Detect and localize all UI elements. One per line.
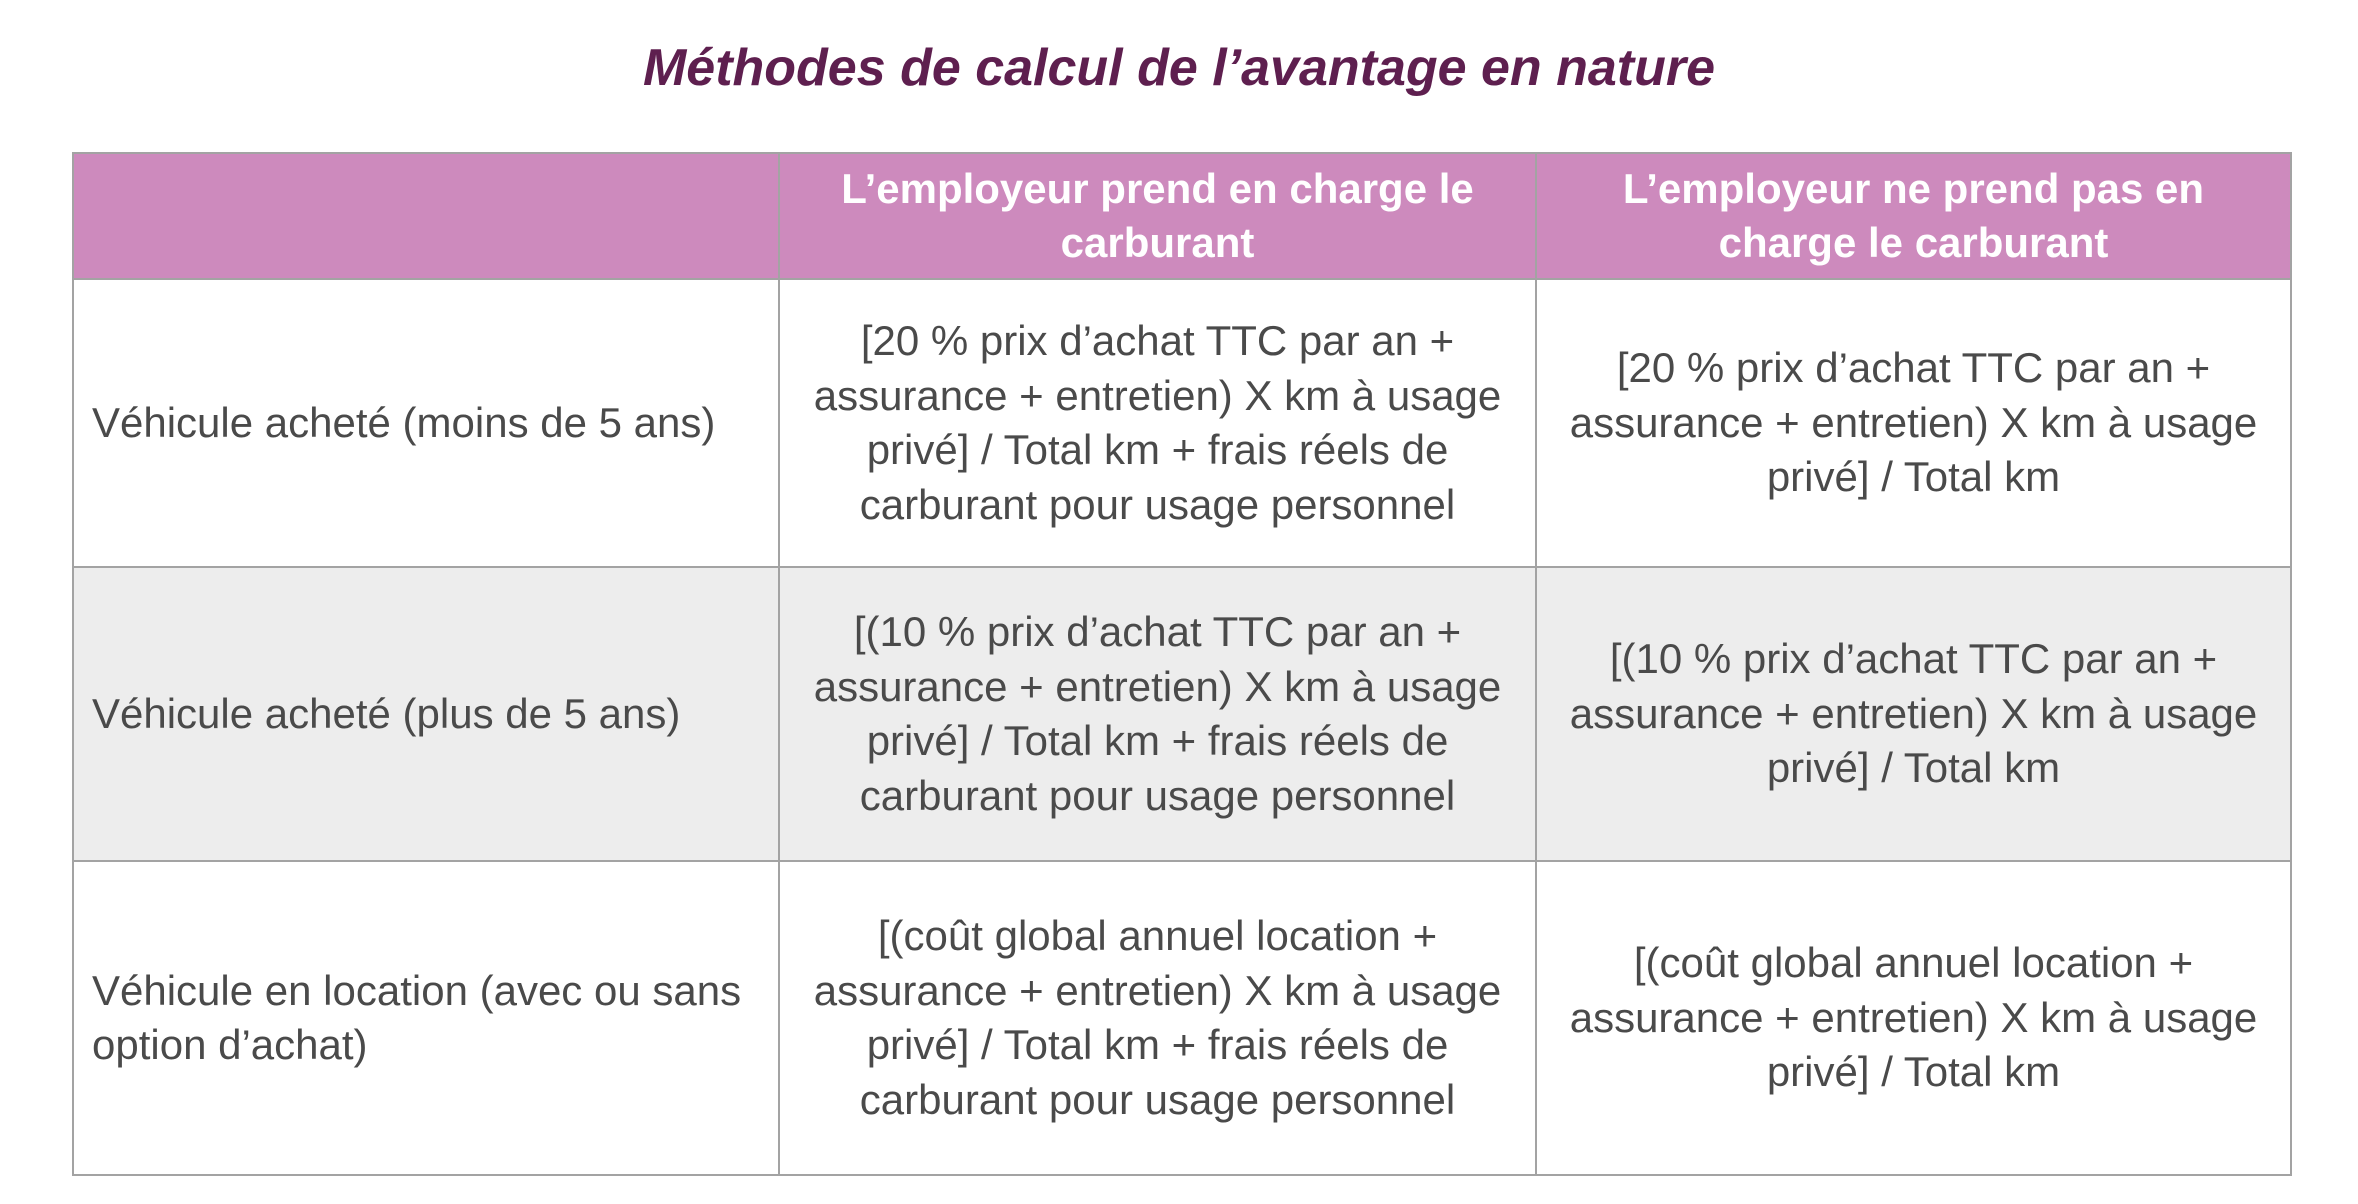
header-corner-cell: [73, 153, 779, 279]
page-title: Méthodes de calcul de l’avantage en nature: [642, 39, 1716, 97]
formula-fuel-not-paid: [(10 % prix d’achat TTC par an + assurance + entretien) X km à usage privé] / Total km: [1536, 567, 2291, 861]
formula-fuel-paid: [20 % prix d’achat TTC par an + assurance + entretien) X km à usage privé] / Total km + frais réels de carburant pour usage personnel: [779, 279, 1536, 567]
formula-fuel-not-paid: [20 % prix d’achat TTC par an + assurance + entretien) X km à usage privé] / Total km: [1536, 279, 2291, 567]
header-fuel-not-paid: L’employeur ne prend pas en charge le carburant: [1536, 153, 2291, 279]
table-row: [73, 567, 2291, 861]
row-label: Véhicule acheté (plus de 5 ans): [73, 567, 779, 861]
row-label: Véhicule acheté (moins de 5 ans): [73, 279, 779, 567]
table-row: [73, 861, 2291, 1175]
formula-fuel-paid: [(coût global annuel location + assurance + entretien) X km à usage privé] / Total km + frais réels de carburant pour usage personnel: [779, 861, 1536, 1175]
header-fuel-paid: L’employeur prend en charge le carburant: [779, 153, 1536, 279]
row-label: Véhicule en location (avec ou sans option d’achat): [73, 861, 779, 1175]
formula-fuel-paid: [(10 % prix d’achat TTC par an + assurance + entretien) X km à usage privé] / Total km + frais réels de carburant pour usage personnel: [779, 567, 1536, 861]
calculation-methods-table: [72, 152, 2292, 1176]
table-row: [73, 279, 2291, 567]
formula-fuel-not-paid: [(coût global annuel location + assurance + entretien) X km à usage privé] / Total km: [1536, 861, 2291, 1175]
table-header-row: [73, 153, 2291, 279]
